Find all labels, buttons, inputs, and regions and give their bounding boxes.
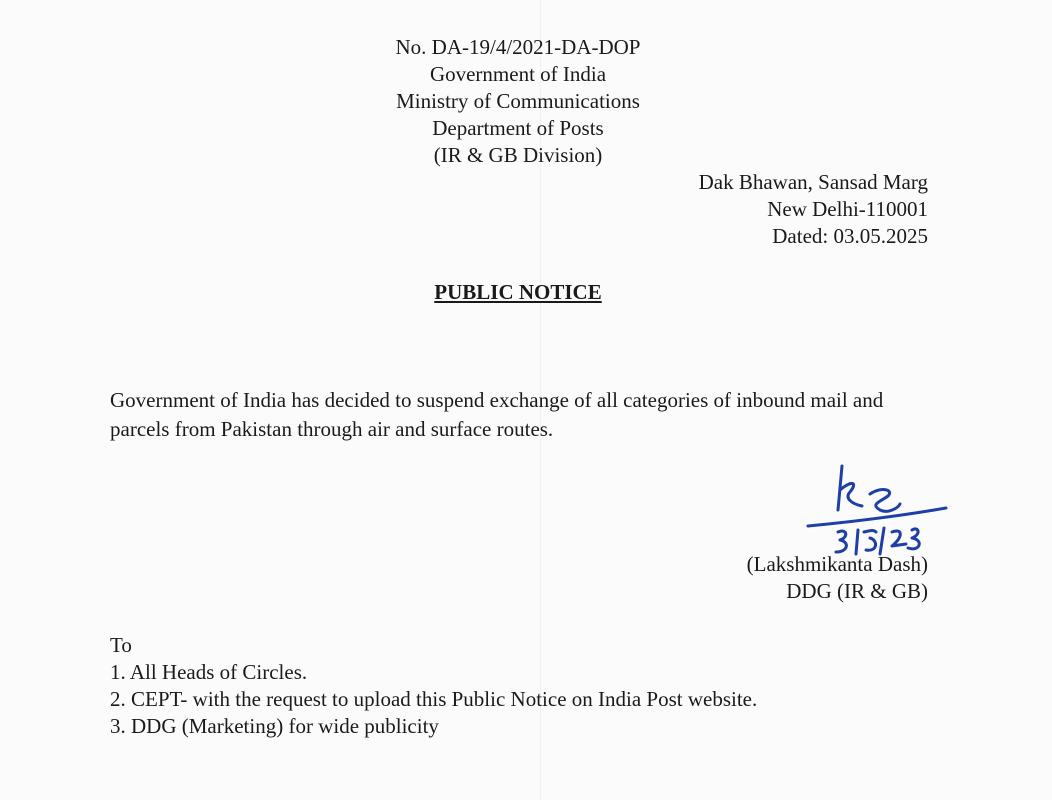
address-line-2: New Delhi-110001 xyxy=(767,197,928,221)
file-number: No. DA-19/4/2021-DA-DOP xyxy=(395,35,641,59)
recipient-item: 1. All Heads of Circles. xyxy=(110,660,308,684)
recipient-item: 2. CEPT- with the request to upload this Public Notice on India Post website. xyxy=(110,687,758,711)
ministry-name: Ministry of Communications xyxy=(396,89,640,113)
body-line-2: parcels from Pakistan through air and surface routes. xyxy=(110,417,554,441)
date-line: Dated: 03.05.2025 xyxy=(772,224,928,248)
signatory-name: (Lakshmikanta Dash) xyxy=(746,552,928,576)
signatory-designation: DDG (IR & GB) xyxy=(786,579,928,603)
division-name: (IR & GB Division) xyxy=(433,143,603,167)
body-line-1: Government of India has decided to suspend exchange of all categories of inbound mail and xyxy=(110,388,884,412)
address-line-1: Dak Bhawan, Sansad Marg xyxy=(698,170,928,194)
signature-icon xyxy=(800,460,950,560)
recipient-item: 3. DDG (Marketing) for wide publicity xyxy=(110,714,439,738)
notice-title: PUBLIC NOTICE xyxy=(434,280,602,304)
department-name: Department of Posts xyxy=(432,116,604,140)
recipients-label: To xyxy=(110,633,132,657)
government-name: Government of India xyxy=(429,62,607,86)
